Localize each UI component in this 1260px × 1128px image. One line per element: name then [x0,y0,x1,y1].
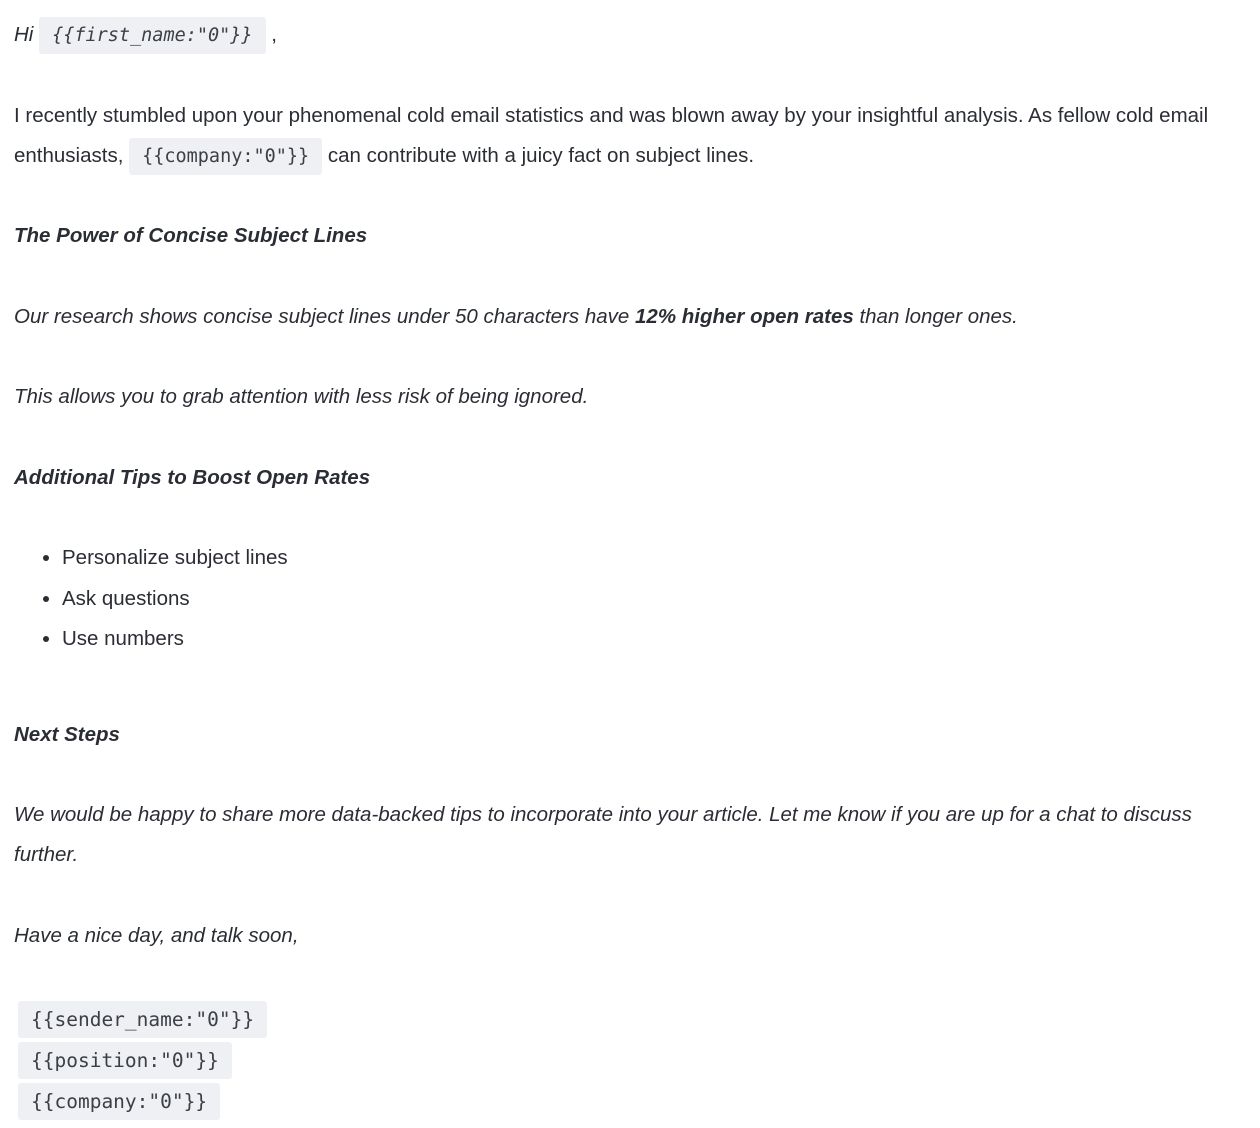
list-item: • Personalize subject lines [62,538,1246,579]
intro-text-before: I recently stumbled upon your phenomenal cold email statistics and was blown away by your insightful analysis. As fellow cold email enthusiasts, [14,103,1209,167]
section1-para1-before: Our research shows concise subject lines under 50 characters have [14,304,630,328]
greeting-suffix: , [271,23,277,46]
list-item: • Ask questions [62,579,1246,620]
section1-para1-after: than longer ones. [859,304,1018,328]
greeting-prefix: Hi [14,23,34,46]
tips-list [14,538,1246,660]
section1-paragraph2: This allows you to grab attention with less risk of being ignored. [14,385,589,408]
intro-text-after: can contribute with a juicy fact on subject lines. [327,143,755,167]
signature-company-variable[interactable]: {{company:"0"}} [18,1083,220,1120]
section1-para1-highlight: 12% higher open rates [635,304,854,328]
closing-line: Have a nice day, and talk soon, [14,923,299,947]
section3-paragraph: We would be happy to share more data-backed tips to incorporate into your article. Let me know if you are up for a chat to discuss further. [14,803,1192,866]
first-name-variable[interactable]: {{first_name:"0"}} [39,17,265,54]
intro-paragraph [14,96,1246,176]
section2-heading: Additional Tips to Boost Open Rates [14,465,371,489]
section3-heading: Next Steps [14,722,120,746]
sender-name-variable[interactable]: {{sender_name:"0"}} [18,1001,267,1038]
company-variable[interactable]: {{company:"0"}} [129,138,322,175]
section1-paragraph1 [14,297,1246,337]
section1-heading: The Power of Concise Subject Lines [14,224,368,247]
position-variable[interactable]: {{position:"0"}} [18,1042,232,1079]
signature-block [14,1000,1246,1123]
list-item: • Use numbers [62,619,1246,660]
greeting-line [14,15,1246,55]
